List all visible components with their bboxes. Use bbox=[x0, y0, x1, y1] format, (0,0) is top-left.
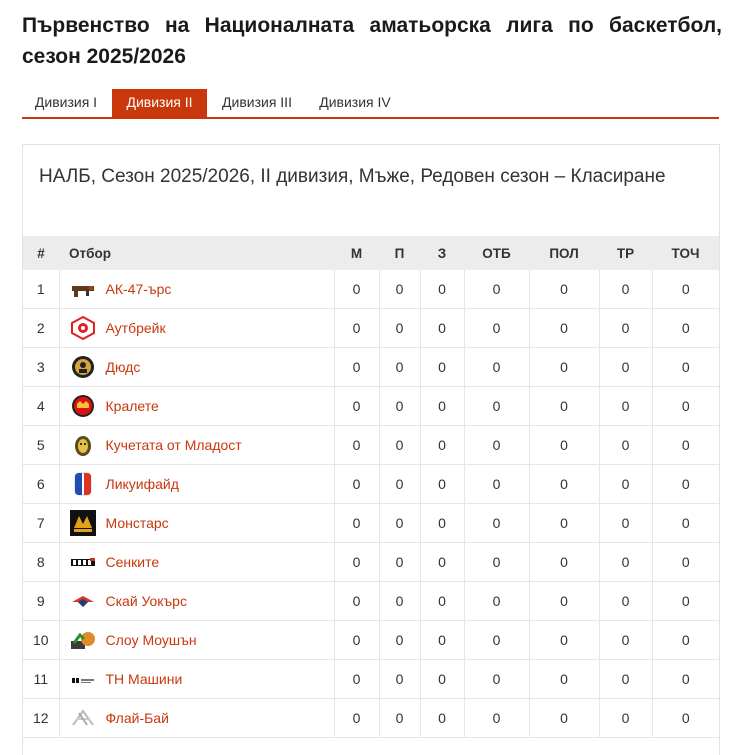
table-row bbox=[23, 504, 719, 543]
losses-cell: 0 bbox=[420, 504, 464, 543]
losses-cell: 0 bbox=[420, 309, 464, 348]
wins-cell: 0 bbox=[379, 582, 420, 621]
position-cell: 8 bbox=[23, 543, 59, 582]
position-cell: 12 bbox=[23, 699, 59, 738]
team-link[interactable]: Монстарс bbox=[105, 515, 169, 531]
position-cell: 1 bbox=[23, 270, 59, 309]
games-cell: 0 bbox=[334, 582, 379, 621]
position-cell: 7 bbox=[23, 504, 59, 543]
col-header-position[interactable]: # bbox=[23, 236, 59, 270]
points-cell: 0 bbox=[652, 621, 719, 660]
wins-cell: 0 bbox=[379, 465, 420, 504]
table-row bbox=[23, 309, 719, 348]
table-row bbox=[23, 582, 719, 621]
team-link[interactable]: Флай-Бай bbox=[105, 710, 169, 726]
point-diff-cell: 0 bbox=[599, 543, 652, 582]
losses-cell: 0 bbox=[420, 582, 464, 621]
scored-cell: 0 bbox=[464, 387, 529, 426]
conceded-cell: 0 bbox=[529, 660, 599, 699]
col-header-point-diff[interactable]: ТР bbox=[599, 236, 652, 270]
team-cell bbox=[59, 270, 334, 309]
sky-walkers-logo-icon bbox=[70, 588, 96, 614]
position-cell: 2 bbox=[23, 309, 59, 348]
team-link[interactable]: Аутбрейк bbox=[105, 320, 166, 336]
kings-logo-icon bbox=[70, 393, 96, 419]
losses-cell: 0 bbox=[420, 348, 464, 387]
conceded-cell: 0 bbox=[529, 621, 599, 660]
team-cell bbox=[59, 504, 334, 543]
scored-cell: 0 bbox=[464, 309, 529, 348]
games-cell: 0 bbox=[334, 504, 379, 543]
points-cell: 0 bbox=[652, 582, 719, 621]
wins-cell: 0 bbox=[379, 426, 420, 465]
wins-cell: 0 bbox=[379, 621, 420, 660]
team-link[interactable]: Кучетата от Младост bbox=[105, 437, 242, 453]
scored-cell: 0 bbox=[464, 270, 529, 309]
games-cell: 0 bbox=[334, 426, 379, 465]
division-tabs bbox=[22, 89, 719, 119]
scored-cell: 0 bbox=[464, 621, 529, 660]
conceded-cell: 0 bbox=[529, 543, 599, 582]
team-cell bbox=[59, 426, 334, 465]
team-cell bbox=[59, 582, 334, 621]
table-row bbox=[23, 426, 719, 465]
point-diff-cell: 0 bbox=[599, 660, 652, 699]
team-link[interactable]: Скай Уокърс bbox=[105, 593, 187, 609]
losses-cell: 0 bbox=[420, 426, 464, 465]
team-link[interactable]: Сенките bbox=[105, 554, 160, 570]
conceded-cell: 0 bbox=[529, 270, 599, 309]
wins-cell: 0 bbox=[379, 309, 420, 348]
games-cell: 0 bbox=[334, 270, 379, 309]
col-header-team[interactable]: Отбор bbox=[59, 236, 334, 270]
wins-cell: 0 bbox=[379, 387, 420, 426]
position-cell: 3 bbox=[23, 348, 59, 387]
games-cell: 0 bbox=[334, 387, 379, 426]
losses-cell: 0 bbox=[420, 270, 464, 309]
losses-cell: 0 bbox=[420, 621, 464, 660]
team-link[interactable]: АК-47-ърс bbox=[105, 281, 172, 297]
points-cell: 0 bbox=[652, 699, 719, 738]
ak47-logo-icon bbox=[70, 276, 96, 302]
games-cell: 0 bbox=[334, 543, 379, 582]
shadows-logo-icon bbox=[70, 549, 96, 575]
point-diff-cell: 0 bbox=[599, 309, 652, 348]
table-row bbox=[23, 660, 719, 699]
team-link[interactable]: Кралете bbox=[105, 398, 159, 414]
games-cell: 0 bbox=[334, 621, 379, 660]
wins-cell: 0 bbox=[379, 699, 420, 738]
slow-motion-logo-icon bbox=[70, 627, 96, 653]
scored-cell: 0 bbox=[464, 426, 529, 465]
monstars-logo-icon bbox=[70, 510, 96, 536]
games-cell: 0 bbox=[334, 660, 379, 699]
liquified-logo-icon bbox=[70, 471, 96, 497]
conceded-cell: 0 bbox=[529, 582, 599, 621]
tab-division-2[interactable]: Дивизия II bbox=[112, 89, 207, 117]
position-cell: 11 bbox=[23, 660, 59, 699]
conceded-cell: 0 bbox=[529, 699, 599, 738]
point-diff-cell: 0 bbox=[599, 387, 652, 426]
outbreak-logo-icon bbox=[70, 315, 96, 341]
team-cell bbox=[59, 465, 334, 504]
standings-table bbox=[23, 236, 719, 738]
table-row bbox=[23, 465, 719, 504]
scored-cell: 0 bbox=[464, 348, 529, 387]
scored-cell: 0 bbox=[464, 543, 529, 582]
conceded-cell: 0 bbox=[529, 309, 599, 348]
standings-panel bbox=[22, 144, 720, 755]
col-header-points[interactable]: ТОЧ bbox=[652, 236, 719, 270]
col-header-conceded[interactable]: ПОЛ bbox=[529, 236, 599, 270]
table-row bbox=[23, 270, 719, 309]
wins-cell: 0 bbox=[379, 270, 420, 309]
wins-cell: 0 bbox=[379, 543, 420, 582]
points-cell: 0 bbox=[652, 426, 719, 465]
standings-title: НАЛБ, Сезон 2025/2026, II дивизия, Мъже, Редовен сезон – Класиране bbox=[39, 166, 666, 187]
col-header-scored[interactable]: ОТБ bbox=[464, 236, 529, 270]
position-cell: 4 bbox=[23, 387, 59, 426]
dudes-logo-icon bbox=[70, 354, 96, 380]
points-cell: 0 bbox=[652, 465, 719, 504]
points-cell: 0 bbox=[652, 309, 719, 348]
table-row bbox=[23, 621, 719, 660]
scored-cell: 0 bbox=[464, 465, 529, 504]
games-cell: 0 bbox=[334, 348, 379, 387]
points-cell: 0 bbox=[652, 348, 719, 387]
conceded-cell: 0 bbox=[529, 426, 599, 465]
point-diff-cell: 0 bbox=[599, 426, 652, 465]
team-link[interactable]: ТН Машини bbox=[105, 671, 183, 687]
losses-cell: 0 bbox=[420, 387, 464, 426]
wins-cell: 0 bbox=[379, 504, 420, 543]
table-row bbox=[23, 387, 719, 426]
conceded-cell: 0 bbox=[529, 387, 599, 426]
scored-cell: 0 bbox=[464, 504, 529, 543]
table-header-row bbox=[23, 236, 719, 270]
team-link[interactable]: Дюдс bbox=[105, 359, 141, 375]
losses-cell: 0 bbox=[420, 543, 464, 582]
position-cell: 6 bbox=[23, 465, 59, 504]
wins-cell: 0 bbox=[379, 348, 420, 387]
page-title: Първенство на Националната аматьорска лига по баскетбол, сезон 2025/2026 bbox=[22, 14, 722, 68]
points-cell: 0 bbox=[652, 660, 719, 699]
position-cell: 9 bbox=[23, 582, 59, 621]
team-cell bbox=[59, 543, 334, 582]
wins-cell: 0 bbox=[379, 660, 420, 699]
points-cell: 0 bbox=[652, 270, 719, 309]
dogs-logo-icon bbox=[70, 432, 96, 458]
losses-cell: 0 bbox=[420, 660, 464, 699]
table-row bbox=[23, 348, 719, 387]
points-cell: 0 bbox=[652, 504, 719, 543]
point-diff-cell: 0 bbox=[599, 348, 652, 387]
scored-cell: 0 bbox=[464, 660, 529, 699]
losses-cell: 0 bbox=[420, 465, 464, 504]
team-cell bbox=[59, 387, 334, 426]
col-header-wins[interactable]: П bbox=[379, 236, 420, 270]
point-diff-cell: 0 bbox=[599, 465, 652, 504]
table-row bbox=[23, 699, 719, 738]
conceded-cell: 0 bbox=[529, 465, 599, 504]
tab-division-4[interactable]: Дивизия IV bbox=[319, 94, 391, 110]
team-cell bbox=[59, 660, 334, 699]
scored-cell: 0 bbox=[464, 699, 529, 738]
games-cell: 0 bbox=[334, 309, 379, 348]
position-cell: 10 bbox=[23, 621, 59, 660]
team-link[interactable]: Ликуифайд bbox=[105, 476, 179, 492]
points-cell: 0 bbox=[652, 543, 719, 582]
conceded-cell: 0 bbox=[529, 504, 599, 543]
table-row bbox=[23, 543, 719, 582]
games-cell: 0 bbox=[334, 465, 379, 504]
point-diff-cell: 0 bbox=[599, 270, 652, 309]
point-diff-cell: 0 bbox=[599, 504, 652, 543]
team-cell bbox=[59, 309, 334, 348]
col-header-games[interactable]: М bbox=[334, 236, 379, 270]
team-cell bbox=[59, 348, 334, 387]
point-diff-cell: 0 bbox=[599, 621, 652, 660]
team-cell bbox=[59, 621, 334, 660]
games-cell: 0 bbox=[334, 699, 379, 738]
position-cell: 5 bbox=[23, 426, 59, 465]
fly-by-logo-icon bbox=[70, 705, 96, 731]
team-link[interactable]: Слоу Моушън bbox=[105, 632, 197, 648]
scored-cell: 0 bbox=[464, 582, 529, 621]
tn-machines-logo-icon bbox=[70, 666, 96, 692]
points-cell: 0 bbox=[652, 387, 719, 426]
col-header-losses[interactable]: З bbox=[420, 236, 464, 270]
point-diff-cell: 0 bbox=[599, 699, 652, 738]
tab-division-3[interactable]: Дивизия III bbox=[222, 94, 292, 110]
team-cell bbox=[59, 699, 334, 738]
losses-cell: 0 bbox=[420, 699, 464, 738]
tab-division-1[interactable]: Дивизия I bbox=[34, 94, 98, 110]
point-diff-cell: 0 bbox=[599, 582, 652, 621]
conceded-cell: 0 bbox=[529, 348, 599, 387]
